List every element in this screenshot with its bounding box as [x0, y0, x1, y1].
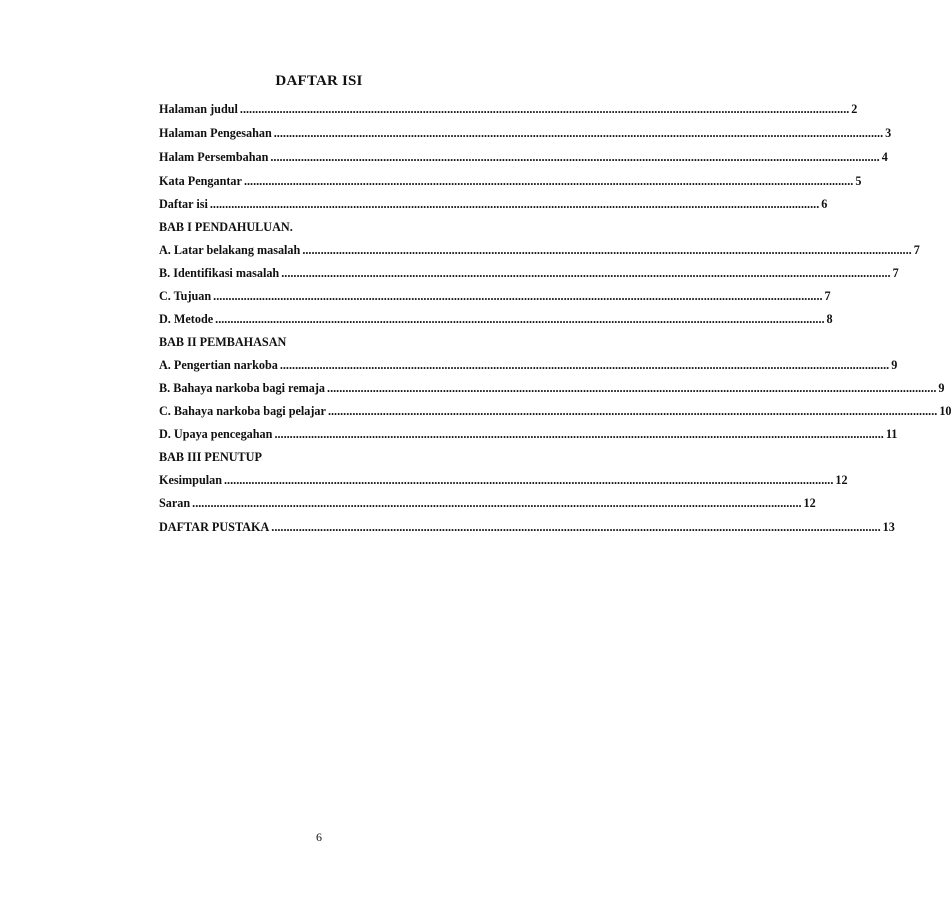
toc-leader-dots: ........................................................................................................................................................................................................: [224, 473, 834, 487]
toc-entry-label: Daftar isi: [159, 197, 208, 211]
toc-entry-page: 8: [826, 312, 833, 326]
toc-entry-label: Halaman judul: [159, 102, 238, 116]
toc-entry: [159, 149, 888, 165]
toc-entry: [159, 403, 952, 419]
toc-entry-label: A. Pengertian narkoba: [159, 358, 278, 372]
toc-entry-page: 7: [824, 289, 831, 303]
toc-leader-dots: ........................................................................................................................................................................................................: [270, 150, 880, 164]
toc-leader-dots: ........................................................................................................................................................................................................: [209, 197, 820, 211]
toc-entry-page: 11: [885, 427, 898, 441]
toc-leader-dots: ........................................................................................................................................................................................................: [281, 266, 891, 280]
toc-entry: [159, 242, 920, 258]
toc-entry: [159, 265, 899, 281]
toc-leader-dots: ........................................................................................................................................................................................................: [274, 427, 884, 441]
toc-leader-dots: ........................................................................................................................................................................................................: [239, 102, 850, 116]
toc-leader-dots: ........................................................................................................................................................................................................: [243, 174, 854, 188]
toc-entry: [159, 357, 898, 373]
toc-chapter-heading: BAB I PENDAHULUAN.: [159, 220, 293, 234]
toc-entry: [159, 426, 898, 442]
toc-entry: [159, 101, 858, 117]
toc-entry-page: 13: [882, 520, 895, 534]
toc-entry: [159, 495, 816, 511]
toc-entry-page: 12: [803, 496, 816, 510]
page-number: 6: [316, 830, 322, 844]
toc-entry-label: Kesimpulan: [159, 473, 222, 487]
toc-leader-dots: ........................................................................................................................................................................................................: [213, 289, 823, 303]
toc-entry-label: C. Tujuan: [159, 289, 212, 303]
toc-entry: [159, 173, 862, 189]
toc-entry-page: 4: [881, 150, 888, 164]
toc-leader-dots: ........................................................................................................................................................................................................: [327, 404, 938, 418]
toc-entry: [159, 196, 828, 212]
toc-entry-page: 2: [851, 102, 858, 116]
toc-entry-label: DAFTAR PUSTAKA: [159, 520, 270, 534]
toc-entry-label: B. Bahaya narkoba bagi remaja: [159, 381, 326, 395]
toc-entry-page: 5: [855, 174, 862, 188]
toc-entry: [159, 125, 892, 141]
toc-entry-label: D. Upaya pencegahan: [159, 427, 273, 441]
toc-entry-label: Halam Persembahan: [159, 150, 269, 164]
toc-leader-dots: ........................................................................................................................................................................................................: [302, 243, 912, 257]
toc-entry: [159, 311, 833, 327]
toc-leader-dots: ........................................................................................................................................................................................................: [192, 496, 802, 510]
toc-entry-label: A. Latar belakang masalah: [159, 243, 301, 257]
toc-entry-page: 10: [939, 404, 952, 418]
toc-leader-dots: ........................................................................................................................................................................................................: [215, 312, 825, 326]
toc-entry-page: 7: [892, 266, 899, 280]
toc-leader-dots: ........................................................................................................................................................................................................: [327, 381, 937, 395]
toc-chapter-heading: BAB III PENUTUP: [159, 450, 262, 464]
toc-entry-page: 6: [821, 197, 828, 211]
toc-entry: [159, 519, 895, 535]
toc-entry: [159, 472, 848, 488]
toc-entry-page: 7: [913, 243, 920, 257]
toc-entry-page: 9: [938, 381, 945, 395]
toc-entry-label: B. Identifikasi masalah: [159, 266, 280, 280]
toc-entry-page: 3: [885, 126, 892, 140]
toc-entry-page: 9: [891, 358, 898, 372]
toc-chapter-heading: BAB II PEMBAHASAN: [159, 335, 287, 349]
toc-entry: [159, 288, 831, 304]
toc-entry-label: C. Bahaya narkoba bagi pelajar: [159, 404, 326, 418]
toc-entry-page: 12: [835, 473, 848, 487]
toc-entry: [159, 380, 945, 396]
toc-entry-label: Halaman Pengesahan: [159, 126, 272, 140]
toc-leader-dots: ........................................................................................................................................................................................................: [273, 126, 884, 140]
toc-entry-label: D. Metode: [159, 312, 214, 326]
toc-leader-dots: ........................................................................................................................................................................................................: [271, 520, 881, 534]
page-title: DAFTAR ISI: [275, 73, 363, 89]
toc-entry-label: Kata Pengantar: [159, 174, 242, 188]
toc-entry-label: Saran: [159, 496, 191, 510]
toc-leader-dots: ........................................................................................................................................................................................................: [279, 358, 890, 372]
